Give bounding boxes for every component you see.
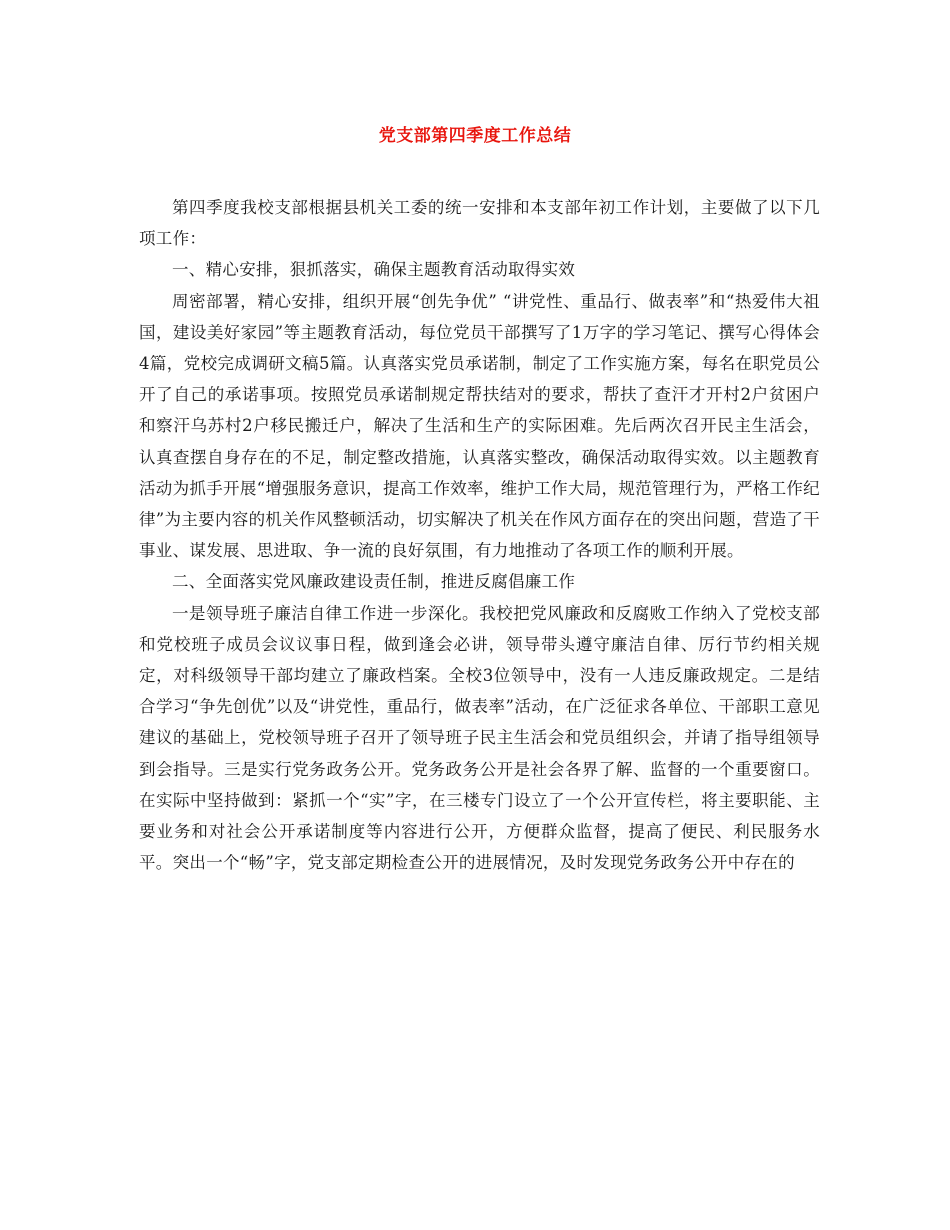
paragraph-section-2: 一是领导班子廉洁自律工作进一步深化。我校把党风廉政和反腐败工作纳入了党校支部和党校班子成员会议议事日程，做到逢会必讲，领导带头遵守廉洁自律、厉行节约相关规定，对科级领导干部均建立了廉政档案。全校3位领导中，没有一人违反廉政规定。二是结合学习“争先创优”以及“讲党性，重品行，做表率”活动，在广泛征求各单位、干部职工意见建议的基础上，党校领导班子召开了领导班子民主生活会和党员组织会，并请了指导组领导到会指导。三是实行党务政务公开。党务政务公开是社会各界了解、监督的一个重要窗口。在实际中坚持做到：紧抓一个“实”字，在三楼专门设立了一个公开宣传栏，将主要职能、主要业务和对社会公开承诺制度等内容进行公开，方便群众监督，提高了便民、利民服务水平。突出一个“畅”字，党支部定期检查公开的进展情况，及时发现党务政务公开中存在的 [139,603,820,873]
section-heading-2: 二、全面落实党风廉政建设责任制，推进反腐倡廉工作 [172,572,576,592]
document-title: 党支部第四季度工作总结 [378,126,572,146]
paragraph-section-1: 周密部署，精心安排，组织开展“创先争优” “讲党性、重品行、做表率”和“热爱伟大祖国，建设美好家园”等主题教育活动，每位党员干部撰写了1万字的学习笔记、撰写心得体会4篇，党校完成调研文稿5篇。认真落实党员承诺制，制定了工作实施方案，每名在职党员公开了自己的承诺事项。按照党员承诺制规定帮扶结对的要求，帮扶了查汗才开村2户贫困户和察汗乌苏村2户移民搬迁户，解决了生活和生产的实际困难。先后两次召开民主生活会，认真查摆自身存在的不足，制定整改措施，认真落实整改，确保活动取得实效。以主题教育活动为抓手开展“增强服务意识，提高工作效率，维护工作大局，规范管理行为，严格工作纪律”为主要内容的机关作风整顿活动，切实解决了机关在作风方面存在的突出问题，营造了干事业、谋发展、思进取、争一流的良好氛围，有力地推动了各项工作的顺利开展。 [139,291,820,561]
document-body [139,192,820,878]
section-heading-1: 一、精心安排，狠抓落实，确保主题教育活动取得实效 [172,260,576,280]
paragraph-intro: 第四季度我校支部根据县机关工委的统一安排和本支部年初工作计划，主要做了以下几项工作： [139,198,820,249]
